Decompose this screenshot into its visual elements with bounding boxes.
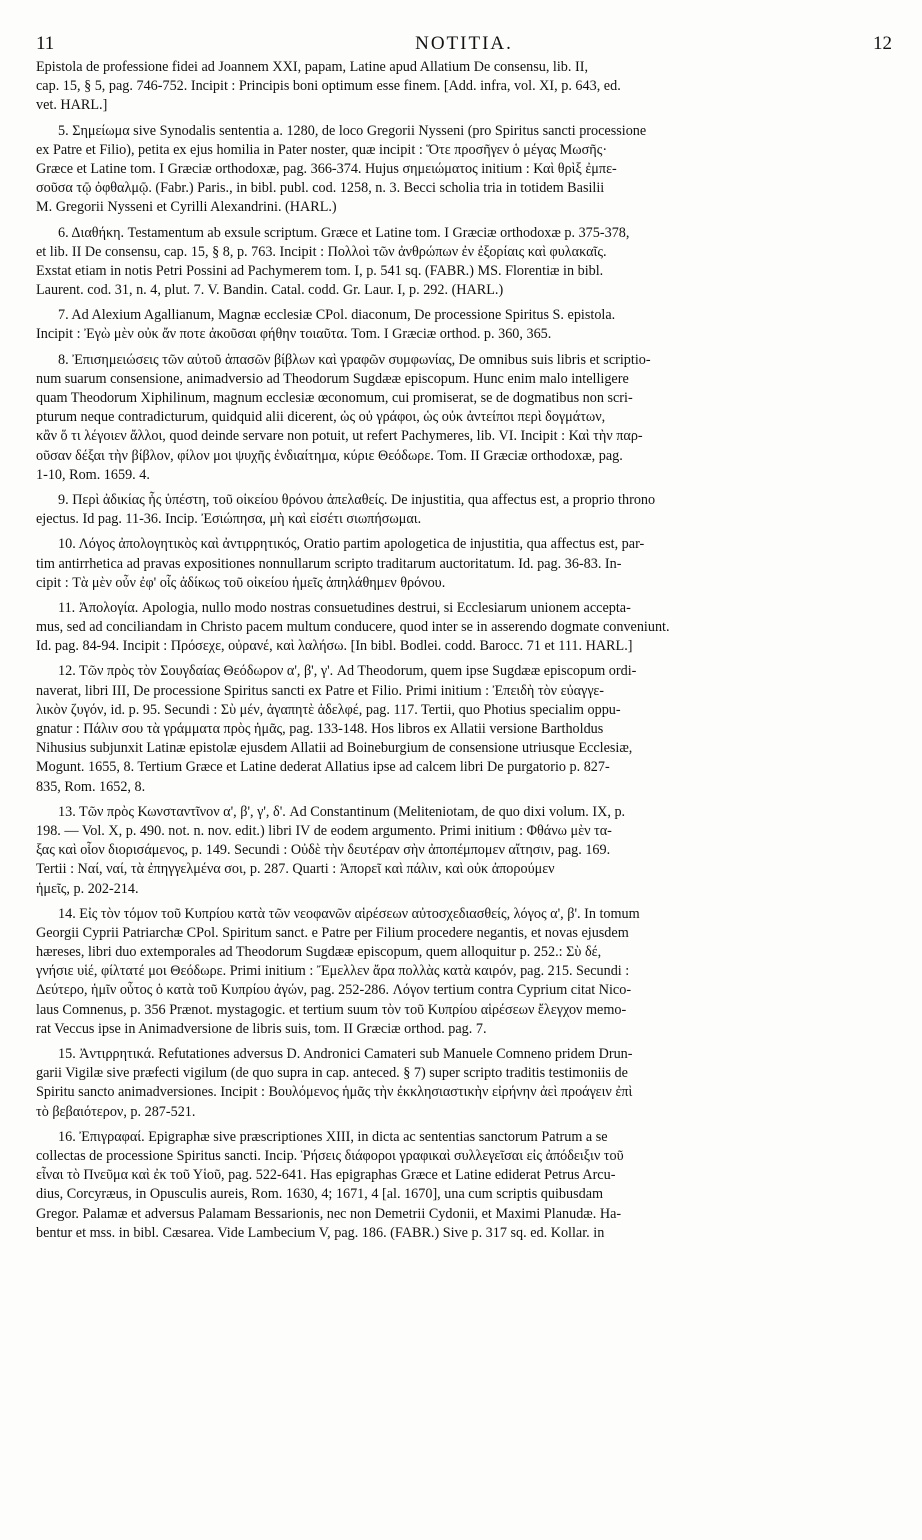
text-line: gnatur : Πάλιν σου τὰ γράμματα πρὸς ἡμᾶς, pag. 133-148. Hos libros ex Allatii versione Bartholdus bbox=[36, 721, 604, 737]
text-line: εἶναι τὸ Πνεῦμα καὶ ἐκ τοῦ Υἱοῦ, pag. 522-641. Has epigraphas Græce et Latine ediderat Petrus Arcu- bbox=[36, 1167, 616, 1184]
running-header bbox=[36, 34, 892, 58]
text-line: Epistola de professione fidei ad Joannem XXI, papam, Latine apud Allatium De consensu, lib. II, bbox=[36, 59, 588, 75]
text-line: mus, sed ad conciliandam in Christo pacem multum conducere, quod inter se in asserendo dogmate conveniunt. bbox=[36, 619, 670, 636]
text-line: 5. Σημείωμα sive Synodalis sententia a. 1280, de loco Gregorii Nysseni (pro Spiritus sancti processione bbox=[58, 122, 647, 139]
text-line: rat Veccus ipse in Animadversione de libris suis, tom. II Græciæ orthod. pag. 7. bbox=[36, 1020, 487, 1037]
text-line: Tertii : Ναί, ναί, τὰ ἐπηγγελμένα σοι, p. 287. Quarti : Ἀπορεῖ καὶ πάλιν, καὶ οὐκ ἀπορούμεν bbox=[36, 861, 555, 878]
text-line: garii Vigilæ sive præfecti vigilum (de quo supra in cap. anteced. § 7) super scripto traditis testimoniis de bbox=[36, 1065, 628, 1082]
text-line: 7. Ad Alexium Agallianum, Magnæ ecclesiæ CPol. diaconum, De processione Spiritus S. epistola. bbox=[58, 307, 616, 324]
text-line: hæreses, libri duo extemporales ad Theodorum Sugdææ episcopum, quem alloquitur p. 252.: Σὺ δέ, bbox=[36, 944, 602, 961]
text-line: tim antirrhetica ad pravas expositiones nonnullarum scripto traditarum auctoritatum. Id. pag. 36-83. In- bbox=[36, 555, 622, 572]
text-line: γνήσιε υἱέ, φίλτατέ μοι Θεόδωρε. Primi initium : Ἔμελλεν ἄρα πολλὰς κατὰ καιρόν, pag. 215. Secundi : bbox=[36, 963, 630, 980]
text-line: Georgii Cyprii Patriarchæ CPol. Spiritum sanct. e Patre per Filium procedere negantis, et novas ejusdem bbox=[36, 924, 629, 941]
text-line: Δεύτερο, ἡμῖν οὗτος ὁ κατὰ τοῦ Κυπρίου ἀγών, pag. 252-286. Λόγον tertium contra Cyprium citat Nico- bbox=[36, 982, 632, 999]
text-line: κἂν ὅ τι λέγοιεν ἄλλοι, quod deinde servare non potuit, ut refert Pachymeres, lib. VI. Incipit : Καὶ τὴν παρ- bbox=[36, 428, 643, 445]
text-line: Gregor. Palamæ et adversus Palamam Bessarionis, nec non Demetrii Cydonii, et Maximi Planudæ. Ha- bbox=[36, 1205, 622, 1222]
text-line: bentur et mss. in bibl. Cæsarea. Vide Lambecium V, pag. 186. (FABR.) Sive p. 317 sq. ed. Kollar. in bbox=[36, 1224, 605, 1241]
text-line: pturum neque contradicturum, quidquid alii dicerent, ὡς οὐ γράφοι, ὡς οὐκ ἀντείποι περὶ δογμάτων, bbox=[36, 409, 606, 426]
text-line: 835, Rom. 1652, 8. bbox=[36, 778, 146, 795]
text-line: λικὸν ζυγόν, id. p. 95. Secundi : Σὺ μέν, ἀγαπητὲ ἀδελφέ, pag. 117. Tertii, quo Photius specialim oppu- bbox=[36, 701, 621, 718]
running-title: NOTITIA. bbox=[415, 33, 513, 54]
text-line: Mogunt. 1655, 8. Tertium Græce et Latine dederat Allatius ipse ad calcem libri De purgatorio p. 827- bbox=[36, 759, 610, 776]
text-line: Græce et Latine tom. I Græciæ orthodoxæ, pag. 366-374. Hujus σημειώματος initium : Καὶ θρὶξ ἐμπε- bbox=[36, 160, 617, 177]
text-line: 8. Ἐπισημειώσεις τῶν αὐτοῦ ἁπασῶν βίβλων καὶ γραφῶν συμφωνίας, De omnibus suis libris et scriptio- bbox=[58, 351, 651, 368]
text-line: naverat, libri III, De processione Spiritus sancti ex Patre et Filio. Primi initium : Ἐπειδὴ τὸν εὐαγγε- bbox=[36, 682, 605, 699]
page-number-left: 11 bbox=[36, 33, 55, 54]
text-line: 12. Τῶν πρὸς τὸν Σουγδαίας Θεόδωρον α', β', γ'. Ad Theodorum, quem ipse Sugdææ episcopum ordi- bbox=[58, 663, 637, 680]
text-line: 1-10, Rom. 1659. 4. bbox=[36, 466, 150, 483]
text-line: σοῦσα τῷ ὀφθαλμῷ. (Fabr.) Paris., in bibl. publ. cod. 1258, n. 3. Becci scholia tria in totidem Basilii bbox=[36, 180, 605, 197]
text-line: 16. Ἐπιγραφαί. Epigraphæ sive præscriptiones XIII, in dicta ac sententias sanctorum Patrum a se bbox=[58, 1128, 608, 1145]
text-line: dius, Corcyræus, in Opusculis aureis, Rom. 1630, 4; 1671, 4 [al. 1670], una cum scriptis quibusdam bbox=[36, 1186, 604, 1203]
text-line: 15. Ἀντιρρητικά. Refutationes adversus D. Andronici Camateri sub Manuele Comneno pridem Drun- bbox=[58, 1046, 633, 1062]
text-line: laus Comnenus, p. 356 Prænot. mystagogic. et tertium suum τὸν τοῦ Κυπρίου αἱρέσεων ἔλεγχον memo- bbox=[36, 1001, 627, 1018]
text-line: collectas de processione Spiritus sancti. Incip. Ῥήσεις διάφοροι γραφικαὶ συλλεγεῖσαι εἰς ἀπόδειξιν τοῦ bbox=[36, 1147, 624, 1164]
text-line: 13. Τῶν πρὸς Κωνσταντῖνον α', β', γ', δ'. Ad Constantinum (Meliteniotam, de quo dixi volum. IX, p. bbox=[58, 803, 626, 820]
text-line: 14. Εἰς τὸν τόμον τοῦ Κυπρίου κατὰ τῶν νεοφανῶν αἱρέσεων αὐτοσχεδιασθείς, λόγος α', β'. In tomum bbox=[58, 905, 640, 922]
text-line: 11. Ἀπολογία. Apologia, nullo modo nostras consuetudines destrui, si Ecclesiarum unionem accepta- bbox=[58, 599, 631, 616]
text-line: ejectus. Id pag. 11-36. Incip. Ἐσιώπησα, μὴ καὶ εἰσέτι σιωπήσωμαι. bbox=[36, 511, 422, 528]
text-line: ἡμεῖς, p. 202-214. bbox=[36, 880, 139, 897]
text-line: quam Theodorum Xiphilinum, magnum ecclesiæ œconomum, cui promiserat, se de dogmatibus non scri- bbox=[36, 390, 633, 406]
text-line: 6. Διαθήκη. Testamentum ab exsule scriptum. Græce et Latine tom. I Græciæ orthodoxæ p. 375-378, bbox=[58, 224, 630, 241]
text-line: Laurent. cod. 31, n. 4, plut. 7. V. Bandin. Catal. codd. Gr. Laur. I, p. 292. (HARL.) bbox=[36, 282, 504, 299]
text-line: Nihusius subjunxit Latinæ epistolæ ejusdem Allatii ad Boineburgium de consensione utriusque Ecclesiæ, bbox=[36, 740, 633, 757]
text-line: et lib. II De consensu, cap. 15, § 8, p. 763. Incipit : Πολλοὶ τῶν ἀνθρώπων ἐν ἐξορίαις καὶ φυλακαῖς. bbox=[36, 243, 607, 260]
text-line: οῦσαν δέξαι τὴν βίβλον, φίλον μοι ψυχῆς ἐνδιαίτημα, κύριε Θεόδωρε. Tom. II Græciæ orthodoxæ, pag. bbox=[36, 447, 623, 464]
text-line: Incipit : Ἐγὼ μὲν οὐκ ἄν ποτε ἀκοῦσαι φήθην τοιαῦτα. Tom. I Græciæ orthod. p. 360, 365. bbox=[36, 326, 552, 343]
text-line: M. Gregorii Nysseni et Cyrilli Alexandrini. (HARL.) bbox=[36, 199, 337, 216]
text-line: cipit : Τὰ μὲν οὖν ἐφ' οἷς ἀδίκως τοῦ οἰκείου ἡμεῖς ἀπηλάθημεν θρόνου. bbox=[36, 574, 446, 591]
text-line: 198. — Vol. X, p. 490. not. n. nov. edit.) libri IV de eodem argumento. Primi initium : Φθάνω μὲν τα- bbox=[36, 822, 612, 839]
text-line: 10. Λόγος ἀπολογητικὸς καὶ ἀντιρρητικός, Oratio partim apologetica de injustitia, qua affectus est, par- bbox=[58, 536, 645, 553]
text-line: Exstat etiam in notis Petri Possini ad Pachymerem tom. I, p. 541 sq. (FABR.) MS. Florentiæ in bibl. bbox=[36, 262, 604, 279]
text-line: 9. Περὶ ἀδικίας ἧς ὑπέστη, τοῦ οἰκείου θρόνου ἀπελαθείς. De injustitia, qua affectus est, a proprio throno bbox=[58, 491, 656, 508]
text-line: vet. HARL.] bbox=[36, 97, 108, 114]
text-line: τὸ βεβαιότερον, p. 287-521. bbox=[36, 1103, 196, 1120]
page-number-right: 12 bbox=[873, 33, 892, 54]
text-line: Spiritu sancto animadversiones. Incipit : Βουλόμενος ἡμᾶς τὴν ἐκκλησιαστικὴν εἰρήνην ἀεὶ προάγειν ἐπὶ bbox=[36, 1084, 633, 1101]
text-line: Id. pag. 84-94. Incipit : Πρόσεχε, οὐρανέ, καὶ λαλήσω. [In bibl. Bodlei. codd. Barocc. 71 et 111. HARL.] bbox=[36, 638, 633, 655]
text-line: ξας καὶ οἷον διορισάμενος, p. 149. Secundi : Οὐδὲ τὴν δευτέραν σὴν ἀποπέμπομεν αἴτησιν, pag. 169. bbox=[36, 842, 611, 859]
text-line: num suarum consensione, animadversio ad Theodorum Sugdææ episcopum. Hunc enim malo intelligere bbox=[36, 370, 629, 387]
body-text bbox=[36, 58, 902, 1243]
text-line: cap. 15, § 5, pag. 746-752. Incipit : Principis boni optimum esse finem. [Add. infra, vol. XI, p. 643, ed. bbox=[36, 78, 621, 95]
text-line: ex Patre et Filio), petita ex ejus homilia in Pater noster, quæ incipit : Ὅτε προσῆγεν ὁ μέγας Μωσῆς· bbox=[36, 141, 608, 158]
